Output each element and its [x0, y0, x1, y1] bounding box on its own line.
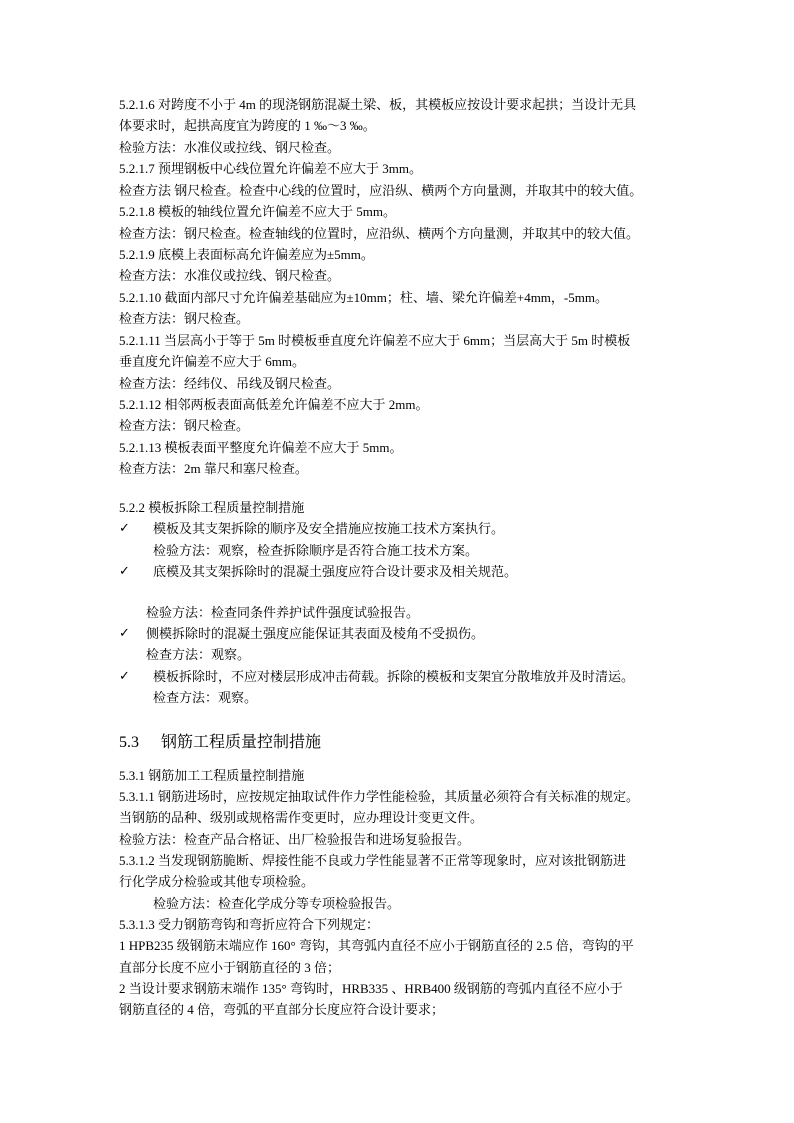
inspection-method-text: 检查方法 钢尺检查。检查中心线的位置时，应沿纵、横两个方向量测，并取其中的较大值。 [119, 183, 643, 198]
clause-5-2-1-6-line1: 5.2.1.6 对跨度不小于 4m 的现浇钢筋混凝土梁、板，其模板应按设计要求起拱；当设计无具 [119, 97, 637, 112]
section-number: 5.3 [119, 734, 139, 751]
clause-5-3-1-2-line2: 行化学成分检验或其他专项检验。 [119, 874, 315, 889]
inspection-method-text: 检验方法：检查同条件养护试件强度试验报告。 [146, 605, 420, 620]
rule-1-line1: 1 HPB235 级钢筋末端应作 160° 弯钩，其弯弧内直径不应小于钢筋直径的 2.5 倍，弯钩的平 [119, 938, 634, 953]
inspection-method-text: 检验方法：观察，检查拆除顺序是否符合施工技术方案。 [153, 543, 479, 558]
inspection-method-text: 检查方法：水准仪或拉线、钢尺检查。 [119, 268, 341, 283]
section-title: 钢筋工程质量控制措施 [161, 734, 322, 751]
clause-5-2-1-11-line2: 垂直度允许偏差不应大于 6mm。 [119, 354, 305, 369]
inspection-method-text: 检验方法：检查化学成分等专项检验报告。 [153, 896, 401, 911]
inspection-method-text: 检验方法：检查产品合格证、出厂检验报告和进场复验报告。 [119, 832, 471, 847]
section-5-3-heading [119, 733, 321, 753]
clause-5-2-1-6-line2: 体要求时，起拱高度宜为跨度的 1 ‰～3 ‰。 [119, 118, 376, 133]
rule-2-line1: 2 当设计要求钢筋末端作 135° 弯钩时，HRB335 、HRB400 级钢筋的弯弧内直径不应小于 [119, 981, 623, 996]
inspection-method-text: 检查方法：2m 靠尺和塞尺检查。 [119, 461, 308, 476]
inspection-method-text: 检查方法：钢尺检查。检查轴线的位置时，应沿纵、横两个方向量测，并取其中的较大值。 [119, 226, 640, 241]
clause-5-3-1-2-line1: 5.3.1.2 当发现钢筋脆断、焊接性能不良或力学性能显著不正常等现象时，应对该批钢筋进 [119, 853, 627, 868]
bullet-item-text: 底模及其支架拆除时的混凝土强度应符合设计要求及相关规范。 [153, 564, 518, 579]
checkmark-icon: ✓ [119, 669, 130, 684]
inspection-method-text: 检验方法：水准仪或拉线、钢尺检查。 [119, 140, 341, 155]
clause-5-2-1-7: 5.2.1.7 预埋钢板中心线位置允许偏差不应大于 3mm。 [119, 161, 422, 176]
inspection-method-text: 检查方法：观察。 [146, 647, 251, 662]
clause-5-2-1-10: 5.2.1.10 截面内部尺寸允许偏差基础应为±10mm；柱、墙、梁允许偏差+4mm，-5mm。 [119, 290, 608, 305]
clause-5-2-1-11-line1: 5.2.1.11 当层高小于等于 5m 时模板垂直度允许偏差不应大于 6mm；当层高大于 5m 时模板 [119, 333, 631, 348]
clause-5-2-1-9: 5.2.1.9 底模上表面标高允许偏差应为±5mm。 [119, 247, 374, 262]
clause-5-2-1-8: 5.2.1.8 模板的轴线位置允许偏差不应大于 5mm。 [119, 204, 396, 219]
clause-5-2-1-13: 5.2.1.13 模板表面平整度允许偏差不应大于 5mm。 [119, 440, 403, 455]
inspection-method-text: 检查方法：观察。 [153, 690, 258, 705]
clause-5-2-1-12: 5.2.1.12 相邻两板表面高低差允许偏差不应大于 2mm。 [119, 397, 429, 412]
rule-1-line2: 直部分长度不应小于钢筋直径的 3 倍； [119, 960, 341, 975]
clause-5-3-1-3: 5.3.1.3 受力钢筋弯钩和弯折应符合下列规定： [119, 917, 380, 932]
inspection-method-text: 检查方法：钢尺检查。 [119, 418, 250, 433]
subsection-5-3-1-heading: 5.3.1 钢筋加工工程质量控制措施 [119, 768, 305, 783]
clause-5-3-1-1-line1: 5.3.1.1 钢筋进场时，应按规定抽取试件作力学性能检验，其质量必须符合有关标准的规定。 [119, 789, 640, 804]
checkmark-icon: ✓ [119, 521, 130, 536]
bullet-item-text: 模板拆除时，不应对楼层形成冲击荷载。拆除的模板和支架宜分散堆放并及时清运。 [153, 669, 635, 684]
checkmark-icon: ✓ [119, 564, 130, 579]
checkmark-icon: ✓ [119, 626, 130, 641]
inspection-method-text: 检查方法：钢尺检查。 [119, 311, 250, 326]
bullet-item-text: 侧模拆除时的混凝土强度应能保证其表面及棱角不受损伤。 [146, 626, 485, 641]
rule-2-line2: 钢筋直径的 4 倍，弯弧的平直部分长度应符合设计要求； [119, 1002, 445, 1017]
subsection-5-2-2-heading: 5.2.2 模板拆除工程质量控制措施 [119, 500, 305, 515]
bullet-item-text: 模板及其支架拆除的顺序及安全措施应按施工技术方案执行。 [153, 521, 505, 536]
inspection-method-text: 检查方法：经纬仪、吊线及钢尺检查。 [119, 376, 341, 391]
clause-5-3-1-1-line2: 当钢筋的品种、级别或规格需作变更时，应办理设计变更文件。 [119, 810, 484, 825]
